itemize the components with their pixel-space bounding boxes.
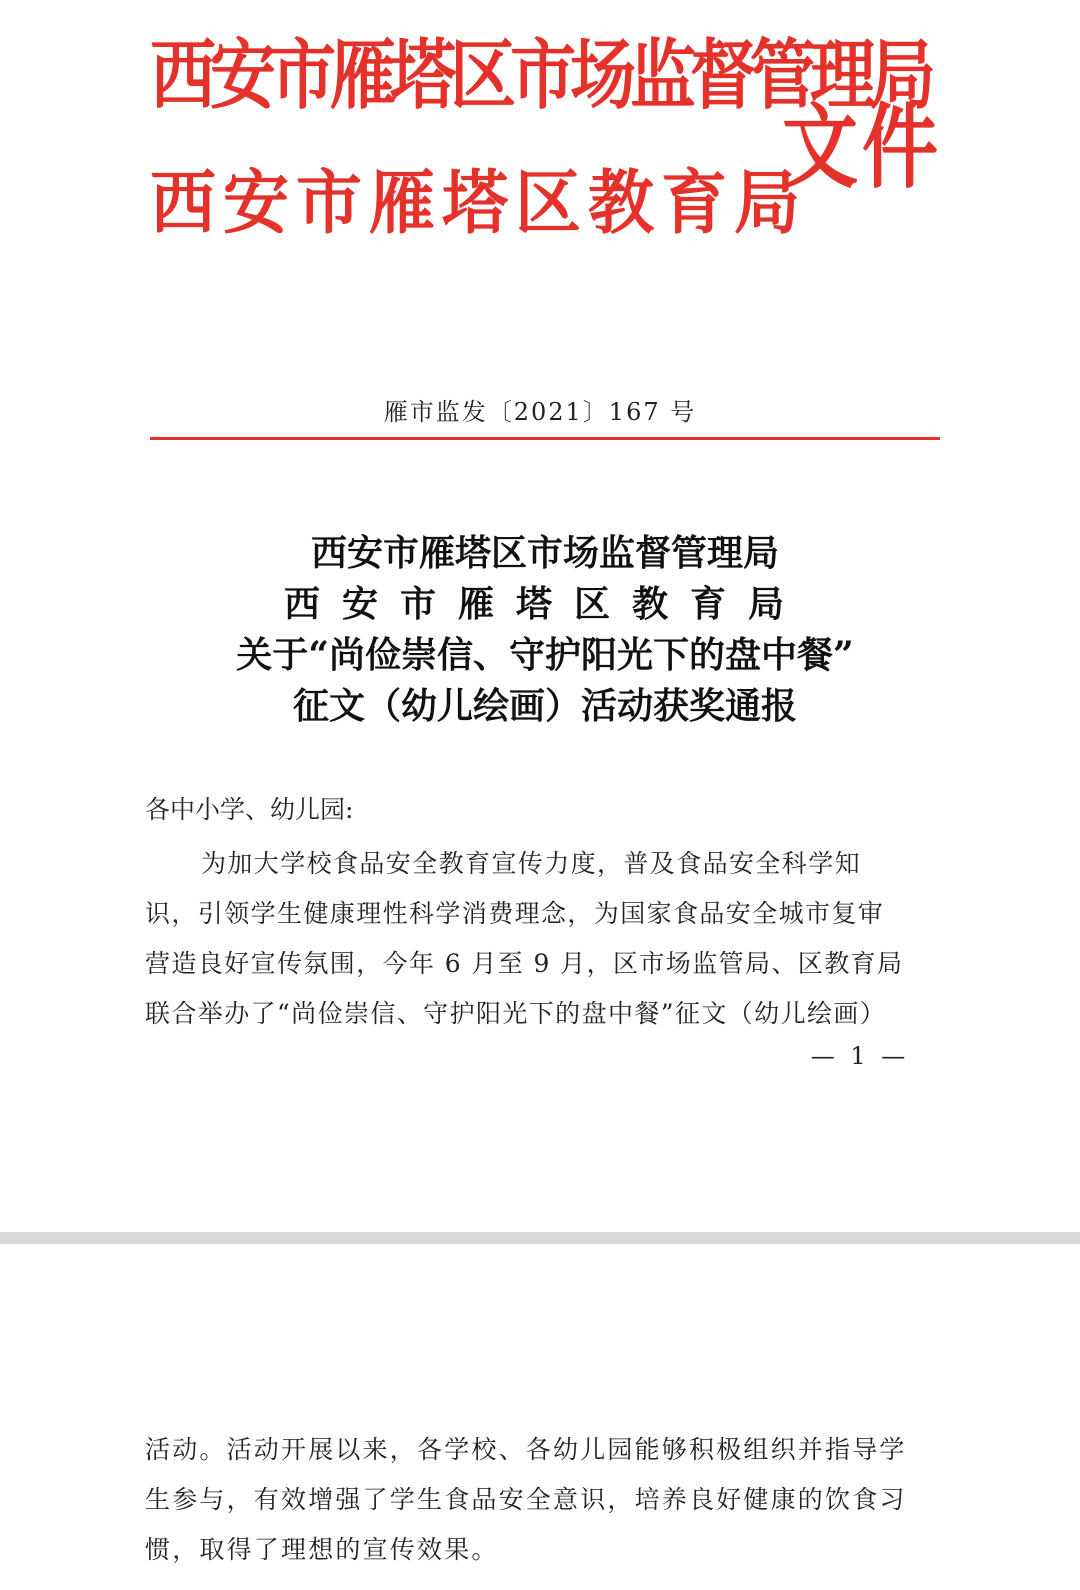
body-text-line: 为加大学校食品安全教育宣传力度，普及食品安全科学知	[201, 849, 862, 878]
title-line: 西安市雁塔区市场监督管理局	[310, 532, 779, 574]
red-divider	[150, 437, 940, 440]
title-line: 征文（幼儿绘画）活动获奖通报	[292, 685, 797, 727]
title-line: 西安市雁塔区教育局	[283, 583, 806, 625]
salutation: 各中小学、幼儿园:	[145, 795, 354, 824]
document-number: 雁市监发〔2021〕167 号	[383, 398, 697, 426]
body-text-line: 生参与，有效增强了学生食品安全意识，培养良好健康的饮食习	[145, 1485, 907, 1514]
page-number: — 1 —	[810, 1042, 910, 1070]
body-text-line: 联合举办了“尚俭崇信、守护阳光下的盘中餐”征文（幼儿绘画）	[145, 999, 887, 1028]
document-header	[150, 22, 950, 252]
title-line: 关于“尚俭崇信、守护阳光下的盘中餐”	[236, 634, 854, 676]
document-label: 文件	[782, 94, 942, 201]
issuer-name-market-supervision: 西安市雁塔区市场监督管理局	[150, 30, 930, 120]
body-text-line: 惯，取得了理想的宣传效果。	[145, 1535, 499, 1564]
page-separator	[0, 1232, 1080, 1244]
document-page-2	[0, 1244, 1080, 1590]
body-text-line: 营造良好宣传氛围，今年 6 月至 9 月，区市场监管局、区教育局	[145, 949, 904, 978]
document-title	[150, 528, 940, 732]
body-text-line: 识，引领学生健康理性科学消费理念，为国家食品安全城市复审	[145, 899, 885, 928]
issuer-name-education-bureau: 西安市雁塔区教育局	[150, 161, 807, 244]
body-text-line: 活动。活动开展以来，各学校、各幼儿园能够积极组织并指导学	[145, 1435, 907, 1464]
